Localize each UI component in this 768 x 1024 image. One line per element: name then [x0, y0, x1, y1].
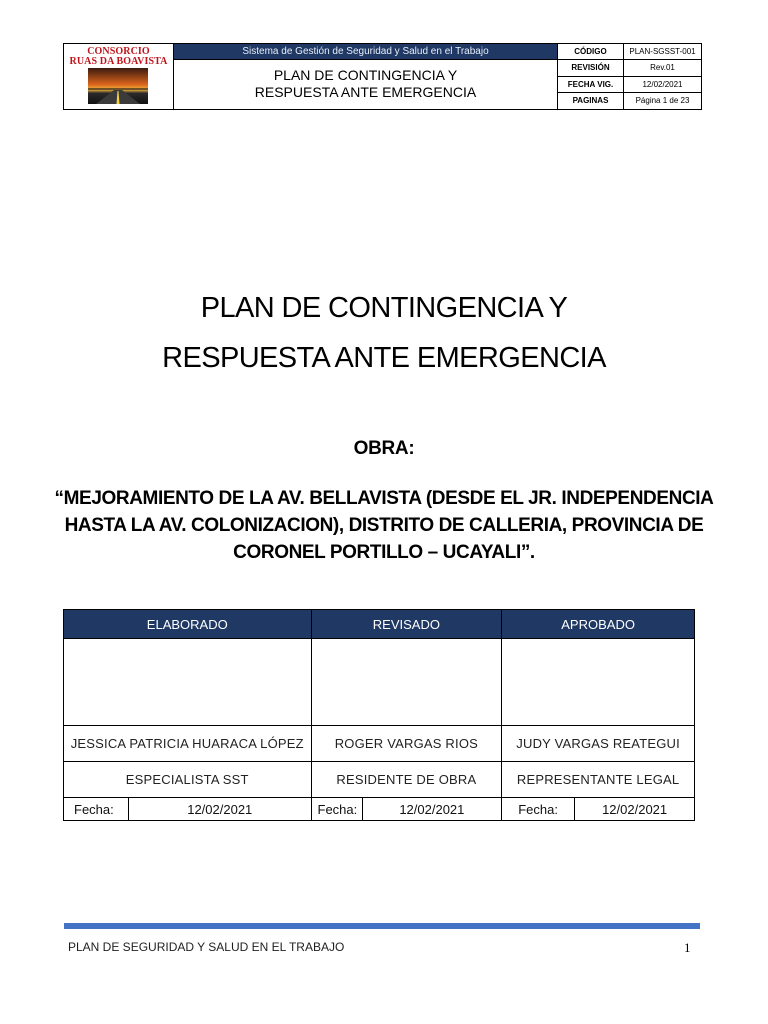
header-title-line-1: PLAN DE CONTINGENCIA Y [273, 67, 458, 83]
obra-description: “MEJORAMIENTO DE LA AV. BELLAVISTA (DESDE EL JR. INDEPENDENCIA HASTA LA AV. COLONIZACION), DISTRITO DE CALLERIA, PROVINCIA DE CORONEL PORTILLO – UCAYALI”. [54, 488, 714, 563]
date-value: 12/02/2021 [187, 801, 253, 817]
signature-row [64, 639, 695, 726]
meta-row-pages [558, 93, 701, 109]
date-label: Fecha: [312, 798, 363, 820]
table-header-row [64, 610, 695, 639]
column-header: ELABORADO [64, 610, 312, 639]
date-cell [64, 798, 312, 821]
signature-box [64, 639, 312, 726]
signer-role: ESPECIALISTA SST [64, 762, 312, 798]
page-title-line-2: RESPUESTA ANTE EMERGENCIA [162, 342, 606, 374]
signer-name: JESSICA PATRICIA HUARACA LÓPEZ [64, 726, 312, 762]
date-cell [502, 798, 695, 821]
logo-line-2: RUAS DA BOAVISTA [69, 56, 168, 67]
meta-label: CÓDIGO [558, 44, 624, 59]
header-document-title [174, 60, 557, 109]
meta-label: PAGINAS [558, 93, 624, 109]
meta-row-code [558, 44, 701, 60]
signer-role: RESIDENTE DE OBRA [311, 762, 502, 798]
meta-row-date [558, 77, 701, 93]
footer-divider [64, 923, 700, 929]
meta-value: Página 1 de 23 [635, 95, 690, 105]
road-sunset-icon [88, 68, 148, 104]
document-header [63, 43, 702, 110]
company-logo [64, 44, 174, 109]
date-value: 12/02/2021 [602, 801, 668, 817]
dates-row [64, 798, 695, 821]
names-row [64, 726, 695, 762]
date-inner [312, 798, 502, 820]
header-title-line-2: RESPUESTA ANTE EMERGENCIA [254, 84, 477, 100]
column-header: APROBADO [502, 610, 695, 639]
date-label: Fecha: [64, 798, 129, 820]
date-label: Fecha: [502, 798, 575, 820]
date-value: 12/02/2021 [399, 801, 465, 817]
meta-label: FECHA VIG. [558, 77, 624, 92]
meta-value: 12/02/2021 [642, 79, 683, 89]
page-title-line-1: PLAN DE CONTINGENCIA Y [200, 292, 568, 324]
meta-value: Rev.01 [650, 63, 675, 73]
system-name-bar: Sistema de Gestión de Seguridad y Salud en el Trabajo [174, 44, 557, 60]
column-header: REVISADO [311, 610, 502, 639]
date-cell [311, 798, 502, 821]
signer-role: REPRESENTANTE LEGAL [502, 762, 695, 798]
logo-line-1: CONSORCIO [87, 46, 150, 57]
meta-label: REVISIÓN [558, 60, 624, 75]
signer-name: ROGER VARGAS RIOS [311, 726, 502, 762]
date-inner [502, 798, 694, 820]
date-inner [64, 798, 311, 820]
obra-label: OBRA: [353, 438, 415, 459]
meta-value: PLAN-SGSST-001 [629, 47, 696, 56]
page-number: 1 [684, 940, 691, 955]
document-metadata [557, 44, 701, 109]
footer-text: PLAN DE SEGURIDAD Y SALUD EN EL TRABAJO [68, 940, 345, 954]
signature-box [311, 639, 502, 726]
page-title [0, 283, 768, 383]
signer-name: JUDY VARGAS REATEGUI [502, 726, 695, 762]
roles-row [64, 762, 695, 798]
signature-box [502, 639, 695, 726]
meta-row-revision [558, 60, 701, 76]
approvals-table [63, 609, 695, 821]
